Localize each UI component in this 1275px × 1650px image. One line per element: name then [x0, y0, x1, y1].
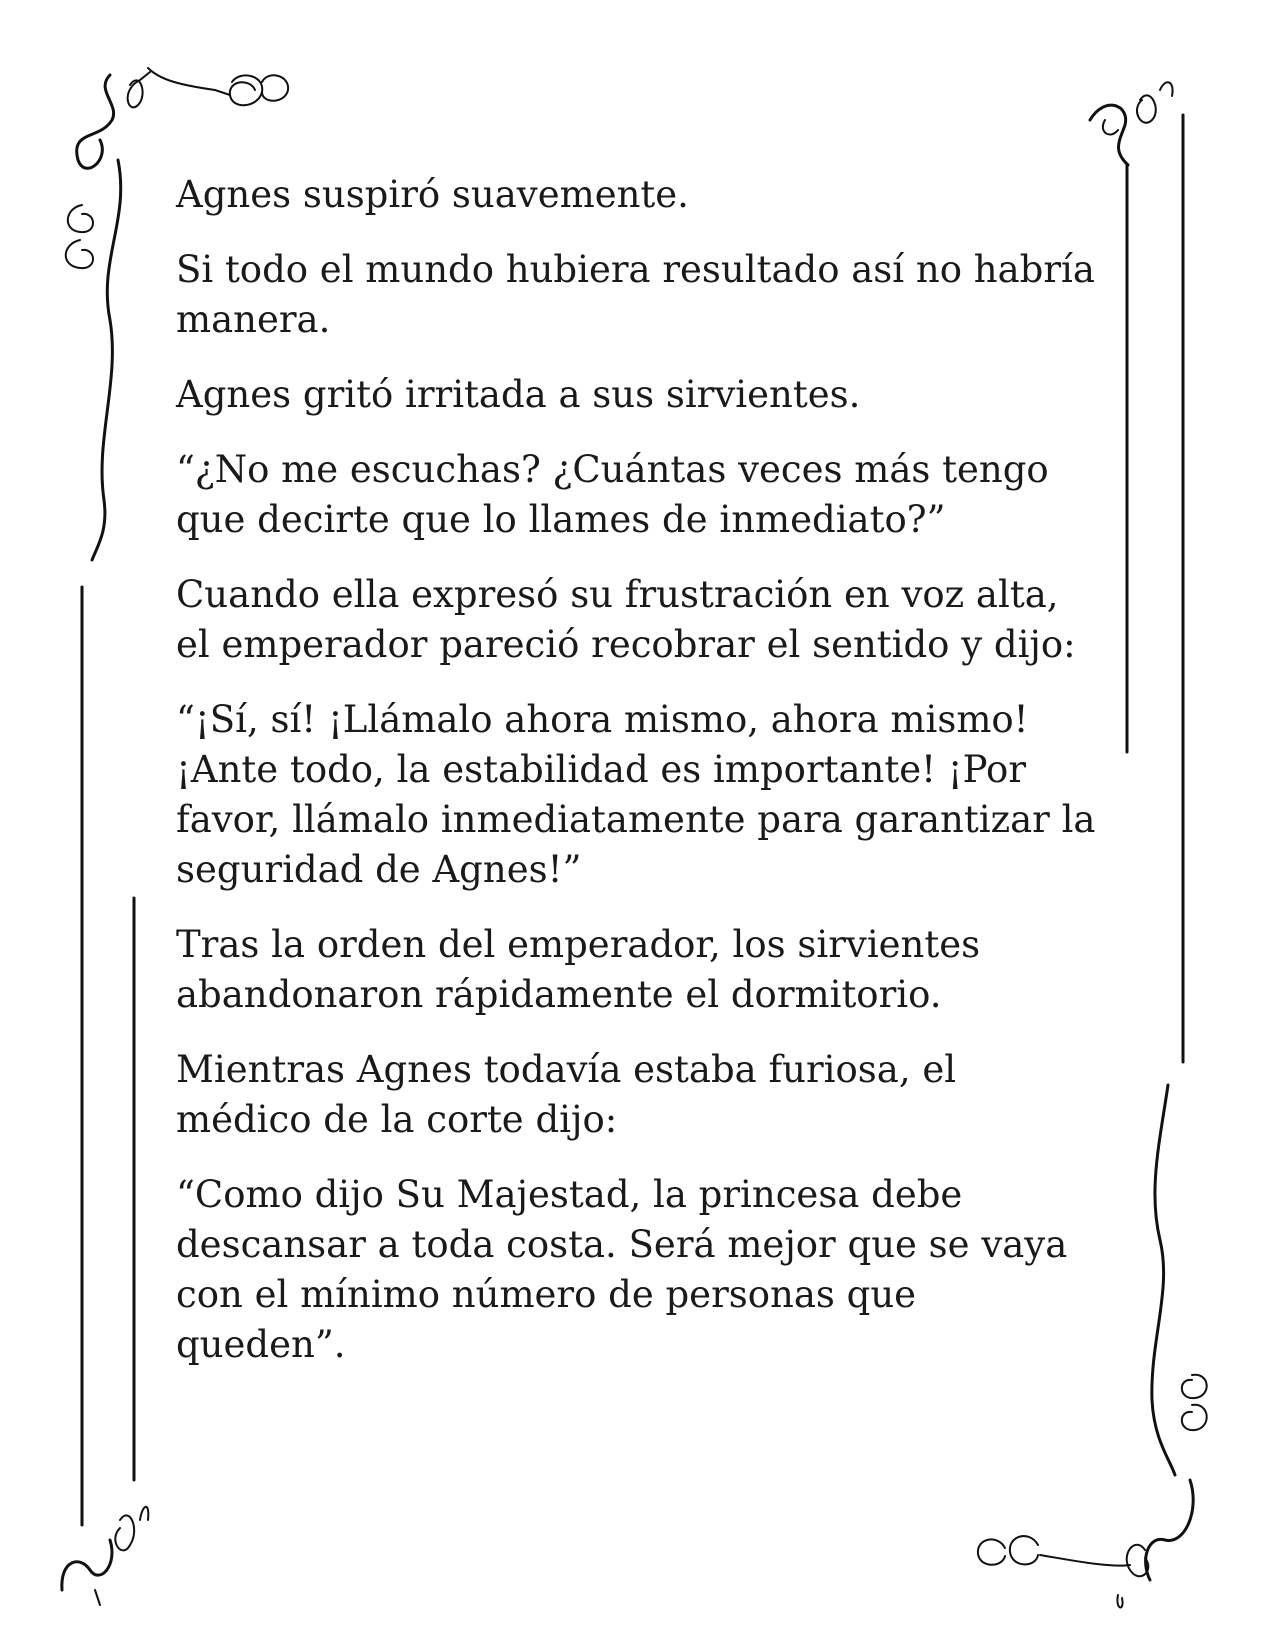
paragraph: “Como dijo Su Majestad, la princesa debe descansar a toda costa. Será mejor que se vaya con el mínimo número de personas que queden”.: [176, 1173, 1068, 1366]
top-right-flourish: [1090, 82, 1173, 165]
document-body: [176, 170, 1096, 1395]
paragraph: Agnes suspiró suavemente.: [176, 173, 689, 216]
paragraph: Tras la orden del emperador, los sirvientes abandonaron rápidamente el dormitorio.: [176, 923, 981, 1016]
paragraph: “¡Sí, sí! ¡Llámalo ahora mismo, ahora mismo! ¡Ante todo, la estabilidad es importante! ¡Por favor, llámalo inmediatamente para garantizar la seguridad de Agnes!”: [176, 698, 1096, 891]
paragraph: Agnes gritó irritada a sus sirvientes.: [176, 373, 861, 416]
bottom-left-flourish: [62, 1507, 148, 1605]
paragraph: Cuando ella expresó su frustración en voz alta, el emperador pareció recobrar el sentido y dijo:: [176, 573, 1076, 666]
paragraph: “¿No me escuchas? ¿Cuántas veces más tengo que decirte que lo llames de inmediato?”: [176, 448, 1049, 541]
paragraph: Si todo el mundo hubiera resultado así no habría manera.: [176, 248, 1095, 341]
paragraph: Mientras Agnes todavía estaba furiosa, el médico de la corte dijo:: [176, 1048, 957, 1141]
